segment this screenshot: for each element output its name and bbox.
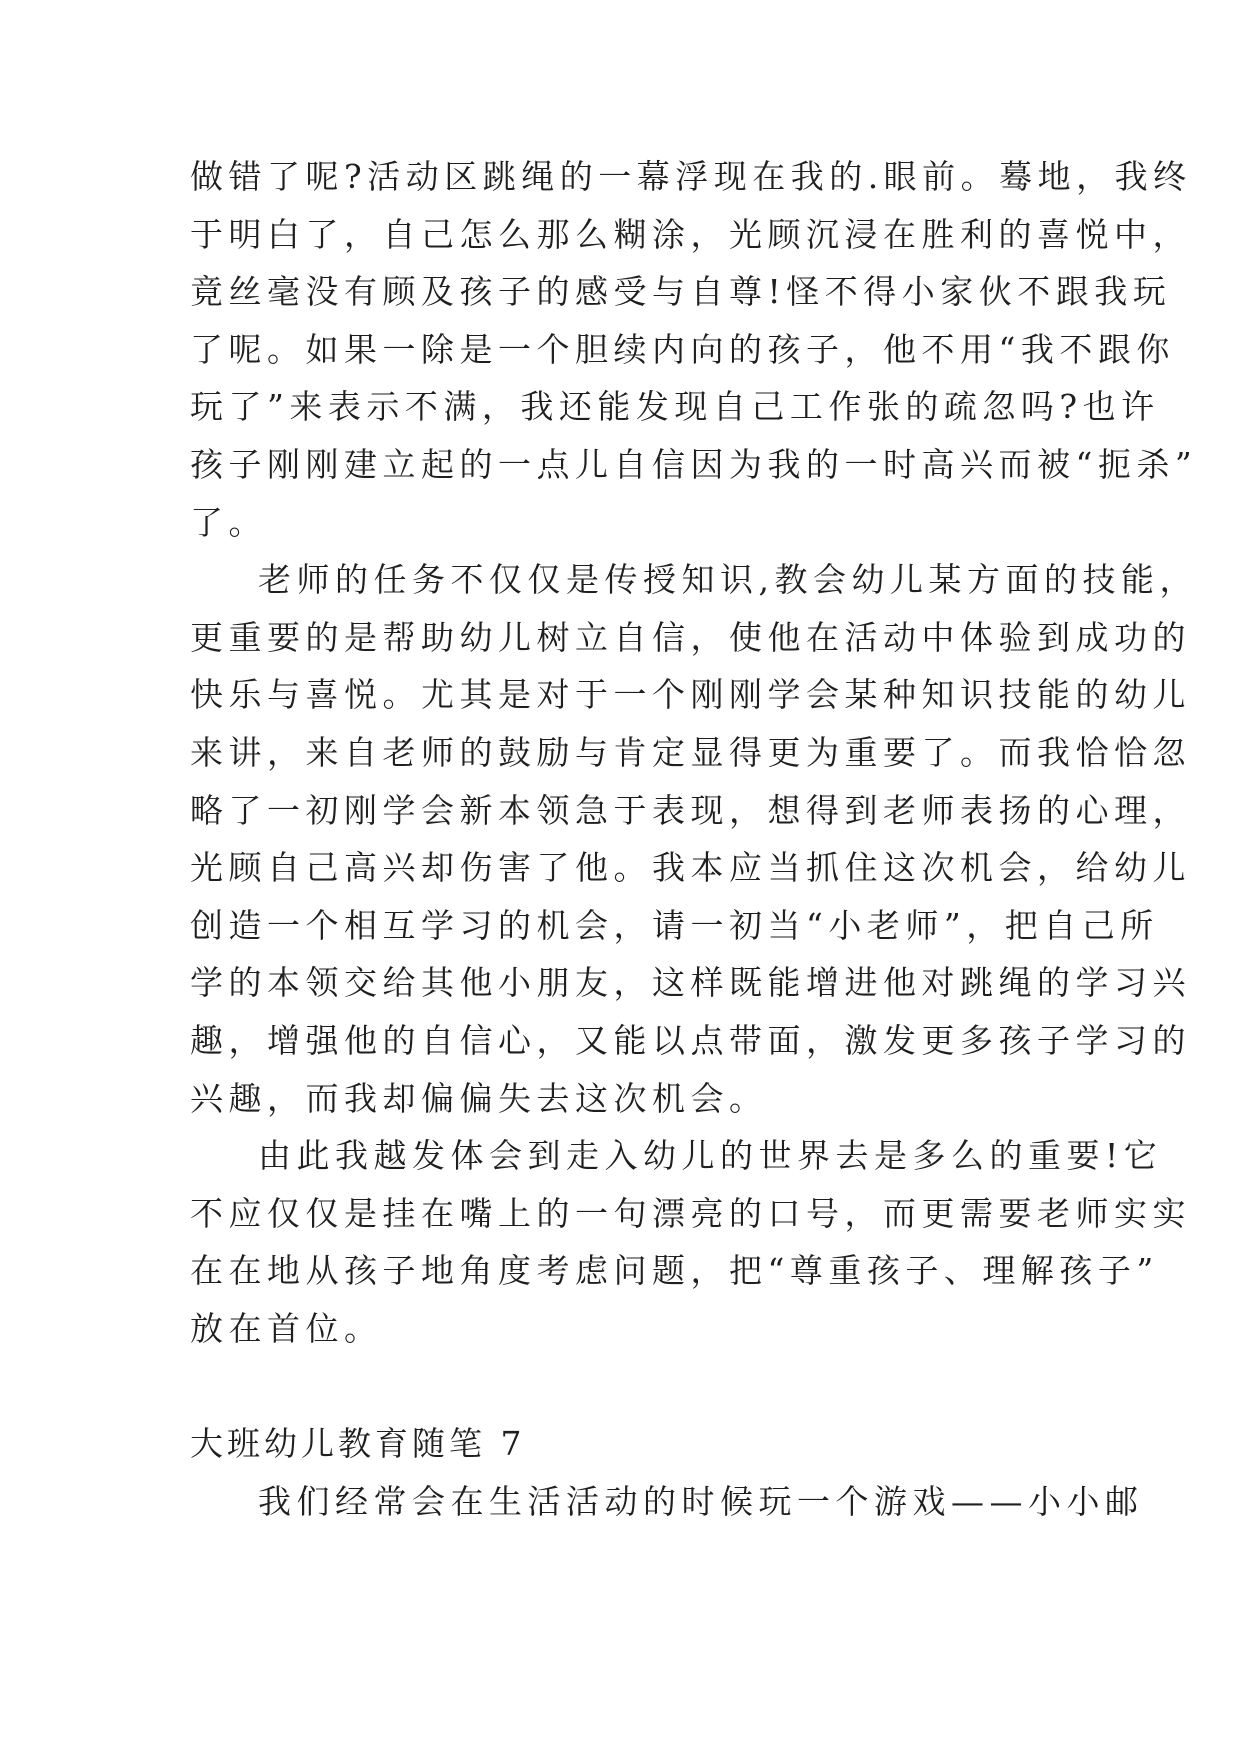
text-line: 在在地从孩子地角度考虑问题，把“尊重孩子、理解孩子”	[190, 1251, 1159, 1291]
paragraph-3	[190, 1127, 1191, 1357]
text-line: 孩子刚刚建立起的一点儿自信因为我的一时高兴而被“扼杀”	[190, 444, 1198, 484]
text-line: 光顾自己高兴却伤害了他。我本应当抓住这次机会，给幼儿	[190, 848, 1191, 888]
text-line: 了呢。如果一除是一个胆续内向的孩子，他不用“我不跟你	[190, 329, 1175, 369]
text-line: 创造一个相互学习的机会，请一初当“小老师”，把自己所	[190, 905, 1159, 945]
text-line: 不应仅仅是挂在嘴上的一句漂亮的口号，而更需要老师实实	[190, 1193, 1191, 1233]
blank-line	[190, 1357, 1050, 1415]
text-line: 兴趣，而我却偏偏失去这次机会。	[190, 1078, 768, 1118]
paragraph-4	[190, 1473, 1144, 1531]
text-line: 做错了呢?活动区跳绳的一幕浮现在我的.眼前。蓦地，我终	[190, 157, 1192, 196]
paragraph-1	[190, 148, 1198, 551]
text-line: 老师的任务不仅仅是传授知识,教会幼儿某方面的技能，	[258, 560, 1198, 600]
text-line: 学的本领交给其他小朋友，这样既能增进他对跳绳的学习兴	[190, 963, 1191, 1003]
text-line: 玩了”来表示不满，我还能发现自己工作张的疏忽吗?也许	[190, 387, 1160, 427]
document-body	[190, 148, 1198, 1530]
section-heading: 大班幼儿教育随笔 7	[190, 1424, 526, 1464]
text-line: 竟丝毫没有顾及孩子的感受与自尊!怪不得小家伙不跟我玩	[190, 272, 1172, 312]
text-line: 来讲，来自老师的鼓励与肯定显得更为重要了。而我恰恰忽	[190, 732, 1191, 772]
text-line: 由此我越发体会到走入幼儿的世界去是多么的重要!它	[258, 1136, 1163, 1176]
text-line: 于明白了，自己怎么那么糊涂，光顾沉浸在胜利的喜悦中，	[190, 214, 1191, 254]
text-line: 放在首位。	[190, 1308, 383, 1348]
paragraph-2	[190, 551, 1198, 1127]
text-line: 快乐与喜悦。尤其是对于一个刚刚学会某种知识技能的幼儿	[190, 675, 1191, 715]
text-line: 趣，增强他的自信心，又能以点带面，激发更多孩子学习的	[190, 1020, 1191, 1060]
text-line: 了。	[190, 502, 267, 542]
text-line: 略了一初刚学会新本领急于表现，想得到老师表扬的心理，	[190, 790, 1191, 830]
text-line: 我们经常会在生活活动的时候玩一个游戏——小小邮	[258, 1481, 1144, 1521]
text-line: 更重要的是帮助幼儿树立自信，使他在活动中体验到成功的	[190, 617, 1191, 657]
